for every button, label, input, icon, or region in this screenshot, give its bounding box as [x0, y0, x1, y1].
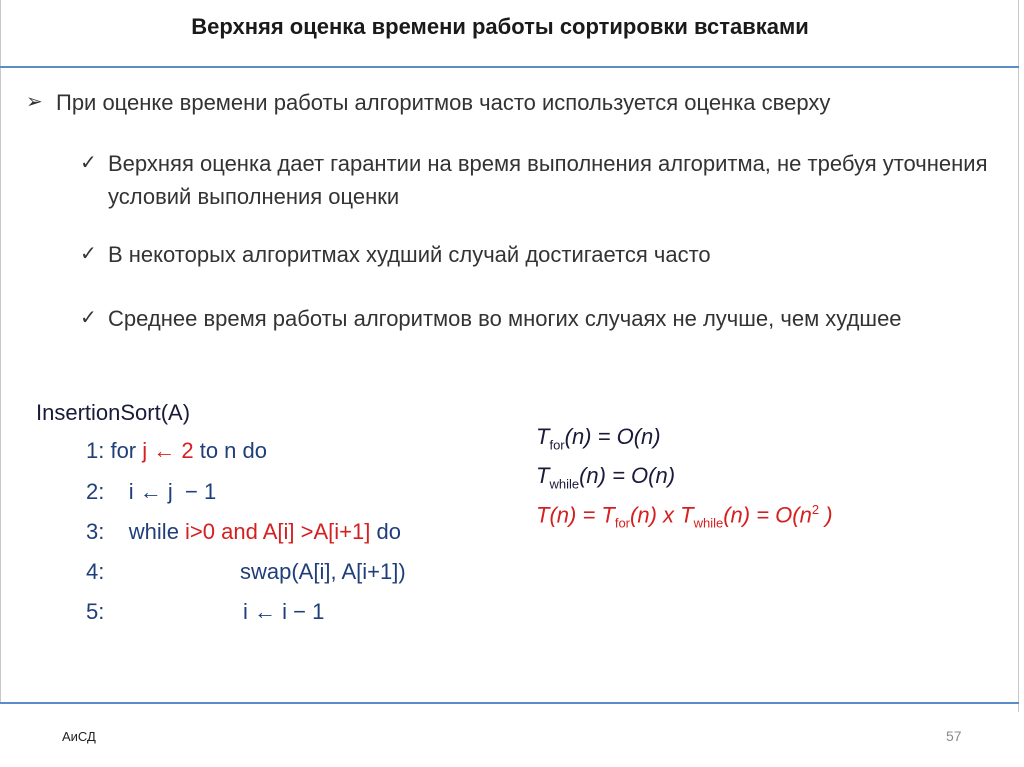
checkmark-icon: ✓: [80, 243, 97, 265]
eq-term: (n) = O(n: [723, 502, 812, 528]
slide-title: Верхняя оценка времени работы сортировки вставками: [191, 14, 809, 39]
eq-superscript: 2: [811, 502, 820, 517]
code-line-prefix: 5:: [86, 599, 105, 624]
code-line-body: i ← j − 1: [128, 479, 217, 504]
code-title: InsertionSort(A): [36, 400, 191, 425]
equation-t-while: [536, 463, 675, 491]
footer-course-label: АиСД: [62, 729, 96, 744]
footer-divider: [0, 702, 1019, 704]
code-line-suffix: to n do: [193, 438, 267, 463]
code-line-body: i ← i − 1: [243, 599, 325, 624]
checkmark-icon: ✓: [80, 307, 97, 329]
eq-term: (n) = O(n): [564, 424, 661, 449]
eq-term: T: [536, 463, 550, 488]
eq-term: T: [536, 424, 550, 449]
equation-t-total: [536, 502, 833, 531]
code-highlight: i>0 and A[i] >A[i+1]: [185, 519, 371, 544]
code-line-5: [86, 597, 325, 627]
code-line-prefix: 1: for: [86, 438, 143, 463]
eq-subscript: for: [549, 437, 565, 453]
check-item-text: Верхняя оценка дает гарантии на время выполнения алгоритма, не требуя уточнения условий выполнения оценки: [108, 151, 988, 209]
code-line-4: [86, 557, 406, 587]
code-line-2: [86, 477, 216, 507]
code-line-1: [86, 436, 267, 466]
page-number: 57: [946, 728, 962, 744]
arrow-bullet-icon: ➢: [26, 91, 43, 113]
checkmark-icon: ✓: [80, 152, 97, 174]
check-item-text: В некоторых алгоритмах худший случай достигается часто: [108, 242, 711, 267]
code-line-3: [86, 517, 401, 547]
code-line-prefix: 2:: [86, 479, 129, 504]
title-divider: [0, 66, 1019, 68]
code-line-prefix: 4:: [86, 559, 105, 584]
slide-frame-left: [0, 0, 1, 702]
eq-subscript: while: [549, 476, 580, 492]
main-bullet-text: При оценке времени работы алгоритмов часто используется оценка сверху: [56, 90, 831, 115]
code-line-prefix: 3: while: [86, 519, 186, 544]
equation-t-for: [536, 424, 661, 452]
eq-term: (n) x T: [630, 502, 694, 528]
eq-term: T(n) = T: [536, 502, 615, 528]
eq-term: ): [819, 502, 833, 528]
eq-subscript: while: [693, 515, 724, 531]
code-line-body: swap(A[i], A[i+1]): [240, 559, 406, 584]
check-item-text: Среднее время работы алгоритмов во многих случаях не лучше, чем худшее: [108, 306, 902, 331]
code-highlight: j ← 2: [142, 438, 194, 463]
slide-frame-right: [1018, 0, 1019, 712]
code-line-suffix: do: [370, 519, 401, 544]
eq-term: (n) = O(n): [579, 463, 676, 488]
eq-subscript: for: [614, 515, 631, 531]
